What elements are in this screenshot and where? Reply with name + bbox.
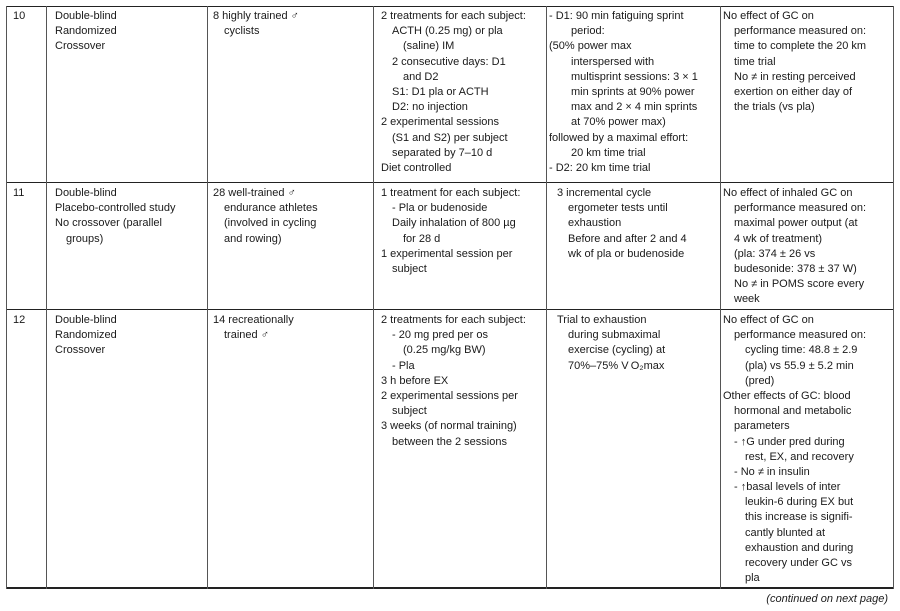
cell-line: 2 treatments for each subject: bbox=[381, 10, 526, 22]
cell-line: ACTH (0.25 mg) or pla bbox=[392, 25, 503, 38]
study-design-cell bbox=[55, 9, 117, 55]
cell-line: - ↑G under pred during bbox=[734, 435, 845, 448]
cell-line: Crossover bbox=[55, 40, 106, 53]
cell-line: multisprint sessions: 3 × 1 bbox=[571, 70, 698, 83]
cell-line: 1 treatment for each subject: bbox=[381, 187, 521, 199]
cell-line: - No ≠ in insulin bbox=[734, 465, 810, 478]
cell-line: the trials (vs pla) bbox=[734, 101, 815, 114]
cell-line: max and 2 × 4 min sprints bbox=[571, 101, 698, 114]
cell-line: 4 wk of treatment) bbox=[734, 232, 823, 245]
cell-line: subject bbox=[392, 262, 427, 275]
cell-line: and D2 bbox=[403, 70, 439, 83]
cell-line: No effect of GC on bbox=[723, 10, 814, 22]
study-design-cell bbox=[55, 186, 175, 247]
cell-line: trained ♂ bbox=[224, 329, 269, 342]
subjects-cell bbox=[213, 313, 294, 343]
cell-line: 3 weeks (of normal training) bbox=[381, 420, 517, 433]
cell-line: subject bbox=[392, 405, 427, 418]
results-cell bbox=[723, 9, 866, 115]
cell-line: No ≠ in POMS score every bbox=[734, 278, 865, 291]
cell-line: 2 experimental sessions bbox=[381, 116, 500, 129]
cell-line: Crossover bbox=[55, 344, 106, 357]
cell-line: No effect of inhaled GC on bbox=[723, 187, 853, 199]
cell-line: Daily inhalation of 800 µg bbox=[392, 217, 516, 230]
cell-line: (S1 and S2) per subject bbox=[392, 131, 508, 144]
cell-line: Double-blind bbox=[55, 314, 117, 326]
cell-line: 70%–75% V O₂max bbox=[568, 359, 665, 372]
protocol-cell bbox=[557, 186, 687, 262]
cell-line: Before and after 2 and 4 bbox=[568, 232, 687, 245]
cell-line: exertion on either day of bbox=[734, 85, 853, 98]
subjects-cell bbox=[213, 186, 318, 247]
table-bottom-rule bbox=[6, 587, 894, 589]
cell-line: hormonal and metabolic bbox=[734, 405, 852, 418]
cell-line: - 20 mg pred per os bbox=[392, 329, 488, 342]
continued-note: (continued on next page) bbox=[766, 593, 888, 605]
cell-line: 28 well-trained ♂ bbox=[213, 187, 296, 199]
treatment-cell bbox=[381, 186, 520, 277]
cell-line: endurance athletes bbox=[224, 202, 318, 215]
cell-line: (pred) bbox=[745, 374, 775, 387]
cell-line: exhaustion bbox=[568, 217, 622, 230]
cell-line: Placebo-controlled study bbox=[55, 202, 176, 215]
row-divider bbox=[6, 309, 894, 310]
cell-line: separated by 7–10 d bbox=[392, 146, 493, 159]
treatment-cell bbox=[381, 9, 526, 176]
treatment-cell bbox=[381, 313, 526, 450]
cell-line: during submaximal bbox=[568, 329, 661, 342]
cell-line: 20 km time trial bbox=[571, 146, 646, 159]
cell-line: Diet controlled bbox=[381, 161, 452, 174]
cell-line: 14 recreationally bbox=[213, 314, 294, 326]
cell-line: cyclists bbox=[224, 25, 260, 38]
results-cell bbox=[723, 313, 866, 586]
cell-line: performance measured on: bbox=[734, 25, 867, 38]
cell-line: interspersed with bbox=[571, 55, 655, 68]
cell-line: week bbox=[734, 293, 760, 306]
cell-line: Trial to exhaustion bbox=[557, 314, 647, 326]
cell-line: time trial bbox=[734, 55, 776, 68]
cell-line: budesonide: 378 ± 37 W) bbox=[734, 262, 857, 275]
cell-line: (involved in cycling bbox=[224, 217, 317, 230]
study-number bbox=[13, 313, 25, 328]
cell-line: performance measured on: bbox=[734, 202, 867, 215]
cell-line: - D2: 20 km time trial bbox=[549, 161, 651, 174]
cell-line: 2 consecutive days: D1 bbox=[392, 55, 506, 68]
cell-line: performance measured on: bbox=[734, 329, 867, 342]
cell-line: Randomized bbox=[55, 329, 117, 342]
column-divider bbox=[207, 6, 208, 589]
cell-line: (50% power max bbox=[549, 40, 632, 53]
column-divider bbox=[373, 6, 374, 589]
cell-line: 3 incremental cycle bbox=[557, 187, 652, 199]
study-number bbox=[13, 186, 24, 201]
cell-line: - Pla bbox=[392, 359, 415, 372]
row-divider bbox=[6, 6, 894, 7]
cell-line: ergometer tests until bbox=[568, 202, 668, 215]
cell-line: this increase is signifi- bbox=[745, 511, 853, 524]
row-divider bbox=[6, 182, 894, 183]
column-divider bbox=[546, 6, 547, 589]
cell-line: (pla: 374 ± 26 vs bbox=[734, 247, 816, 260]
cell-line: (saline) IM bbox=[403, 40, 455, 53]
cell-line: maximal power output (at bbox=[734, 217, 858, 230]
column-divider bbox=[6, 6, 7, 589]
cell-line: pla bbox=[745, 572, 760, 585]
cell-line: rest, EX, and recovery bbox=[745, 450, 854, 463]
cell-line: - Pla or budenoside bbox=[392, 202, 488, 215]
study-design-cell bbox=[55, 313, 117, 359]
cell-line: Double-blind bbox=[55, 187, 117, 199]
cell-line: D2: no injection bbox=[392, 101, 468, 114]
cell-line: No crossover (parallel bbox=[55, 217, 162, 230]
cell-line: cantly blunted at bbox=[745, 526, 826, 539]
cell-line: Other effects of GC: blood bbox=[723, 389, 851, 402]
cell-line: 8 highly trained ♂ bbox=[213, 10, 299, 22]
cell-line: S1: D1 pla or ACTH bbox=[392, 85, 489, 98]
cell-line: followed by a maximal effort: bbox=[549, 131, 689, 144]
cell-line: 2 experimental sessions per bbox=[381, 389, 518, 402]
cell-line: (0.25 mg/kg BW) bbox=[403, 344, 486, 357]
protocol-cell bbox=[549, 9, 698, 176]
cell-line: Randomized bbox=[55, 25, 117, 38]
cell-line: 1 experimental session per bbox=[381, 247, 513, 260]
cell-line: 10 bbox=[13, 10, 26, 22]
cell-line: time to complete the 20 km bbox=[734, 40, 867, 53]
cell-line: exhaustion and during bbox=[745, 541, 854, 554]
cell-line: parameters bbox=[734, 420, 790, 433]
cell-line: cycling time: 48.8 ± 2.9 bbox=[745, 344, 858, 357]
subjects-cell bbox=[213, 9, 299, 39]
cell-line: recovery under GC vs bbox=[745, 557, 852, 569]
cell-line: No effect of GC on bbox=[723, 314, 814, 326]
cell-line: Double-blind bbox=[55, 10, 117, 22]
study-number bbox=[13, 9, 25, 24]
cell-line: wk of pla or budenoside bbox=[568, 247, 685, 260]
cell-line: leukin-6 during EX but bbox=[745, 496, 854, 509]
cell-line: (pla) vs 55.9 ± 5.2 min bbox=[745, 359, 854, 372]
column-divider bbox=[893, 6, 894, 589]
results-cell bbox=[723, 186, 866, 308]
cell-line: 12 bbox=[13, 314, 26, 326]
cell-line: 2 treatments for each subject: bbox=[381, 314, 526, 326]
column-divider bbox=[46, 6, 47, 589]
cell-line: groups) bbox=[66, 232, 104, 245]
cell-line: 11 bbox=[13, 187, 25, 199]
cell-line: - D1: 90 min fatiguing sprint bbox=[549, 10, 684, 22]
cell-line: - ↑basal levels of inter bbox=[734, 481, 841, 494]
cell-line: exercise (cycling) at bbox=[568, 344, 666, 357]
cell-line: at 70% power max) bbox=[571, 116, 666, 129]
cell-line: between the 2 sessions bbox=[392, 435, 507, 448]
cell-line: min sprints at 90% power bbox=[571, 85, 695, 98]
cell-line: and rowing) bbox=[224, 232, 282, 245]
protocol-cell bbox=[557, 313, 665, 374]
cell-line: for 28 d bbox=[403, 232, 441, 245]
column-divider bbox=[720, 6, 721, 589]
cell-line: No ≠ in resting perceived bbox=[734, 70, 856, 83]
cell-line: 3 h before EX bbox=[381, 374, 449, 387]
cell-line: period: bbox=[571, 25, 605, 38]
